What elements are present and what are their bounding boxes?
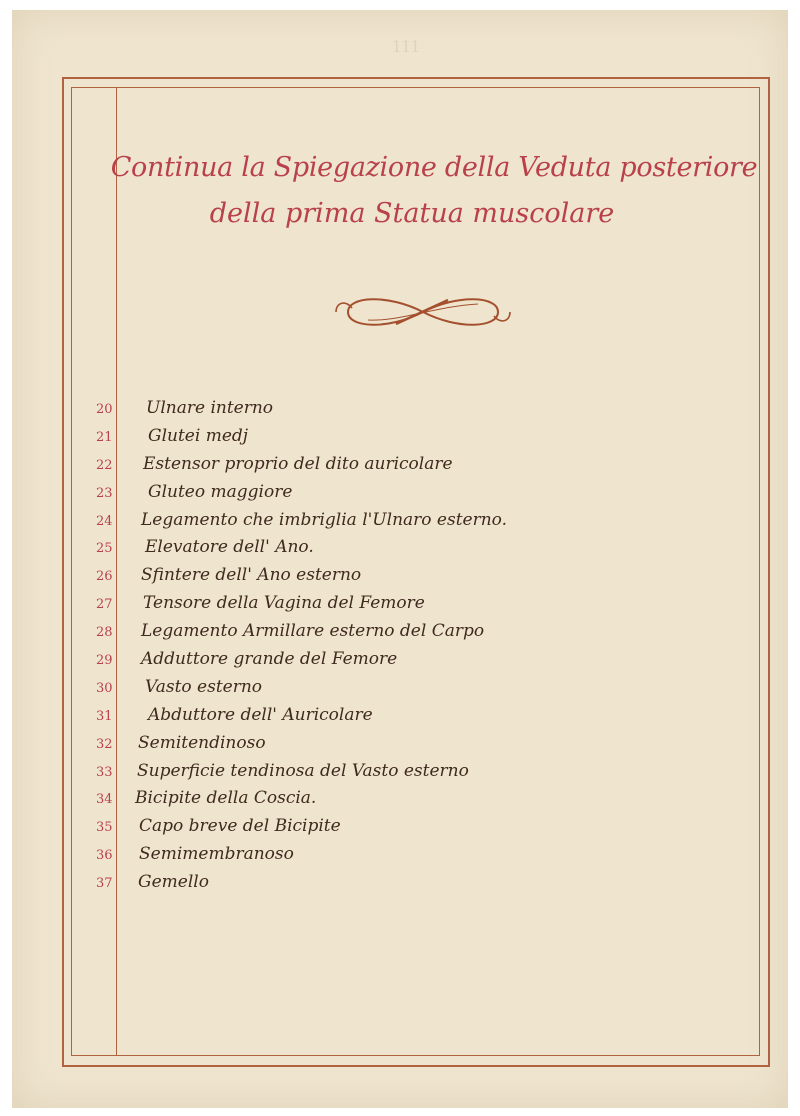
entry-name: Sfintere dell' Ano esterno <box>141 565 362 586</box>
list-item <box>96 761 736 789</box>
list-item <box>96 426 736 454</box>
manuscript-page <box>12 10 788 1108</box>
entry-name: Semimembranoso <box>139 844 294 865</box>
list-item <box>96 677 736 705</box>
page-number: 111 <box>392 36 421 56</box>
legend-list <box>96 398 736 900</box>
list-item <box>96 649 736 677</box>
entry-name: Capo breve del Bicipite <box>139 816 341 837</box>
entry-name: Legamento Armillare esterno del Carpo <box>141 621 485 642</box>
entry-number: 37 <box>96 876 113 892</box>
list-item <box>96 537 736 565</box>
entry-name: Abduttore dell' Auricolare <box>148 704 373 725</box>
entry-number: 24 <box>96 513 113 529</box>
entry-number: 28 <box>96 625 113 641</box>
entry-number: 29 <box>96 653 113 669</box>
entry-name: Legamento che imbriglia l'Ulnaro esterno. <box>141 509 508 530</box>
entry-name: Ulnare interno <box>146 398 274 418</box>
entry-number: 35 <box>96 820 113 836</box>
entry-number: 31 <box>96 708 113 724</box>
list-item <box>96 872 736 900</box>
list-item <box>96 816 736 844</box>
entry-name: Adduttore grande del Femore <box>141 649 398 670</box>
entry-number: 33 <box>96 764 113 780</box>
page-title <box>112 154 772 227</box>
list-item <box>96 398 736 426</box>
entry-number: 30 <box>96 680 113 696</box>
entry-name: Gluteo maggiore <box>148 481 293 502</box>
entry-name: Superficie tendinosa del Vasto esterno <box>137 760 469 781</box>
entry-number: 21 <box>96 429 113 445</box>
list-item <box>96 593 736 621</box>
entry-name: Semitendinoso <box>138 732 266 753</box>
list-item <box>96 733 736 761</box>
list-item <box>96 454 736 482</box>
list-item <box>96 705 736 733</box>
entry-name: Vasto esterno <box>145 676 263 697</box>
entry-name: Gemello <box>138 872 209 893</box>
entry-number: 20 <box>96 402 113 417</box>
list-item <box>96 844 736 872</box>
entry-name: Bicipite della Coscia. <box>135 788 317 809</box>
entry-name: Elevatore dell' Ano. <box>145 537 314 558</box>
list-item <box>96 788 736 816</box>
list-item <box>96 510 736 538</box>
flourish-ornament-icon <box>328 282 518 342</box>
list-item <box>96 565 736 593</box>
entry-number: 23 <box>96 485 113 501</box>
list-item <box>96 621 736 649</box>
title-line-2: della prima Statua muscolare <box>209 198 615 229</box>
entry-number: 22 <box>96 457 113 473</box>
entry-number: 34 <box>96 792 113 808</box>
entry-name: Glutei medj <box>148 425 249 446</box>
entry-number: 27 <box>96 597 113 613</box>
entry-name: Estensor proprio del dito auricolare <box>143 453 453 474</box>
list-item <box>96 482 736 510</box>
entry-number: 32 <box>96 736 113 752</box>
title-line-1: Continua la Spiegazione della Veduta posteriore <box>110 152 758 183</box>
entry-number: 26 <box>96 569 113 585</box>
entry-name: Tensore della Vagina del Femore <box>143 593 425 614</box>
entry-number: 36 <box>96 848 113 864</box>
entry-number: 25 <box>96 541 113 557</box>
